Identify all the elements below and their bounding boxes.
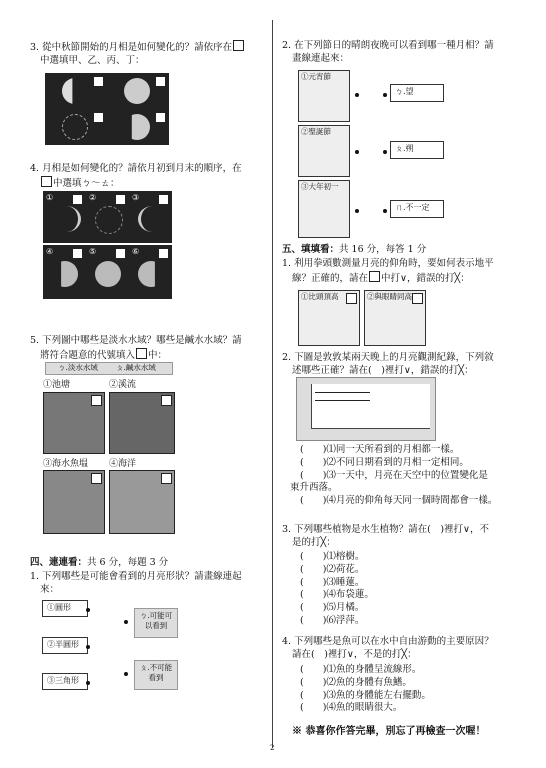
- connect-dot[interactable]: [383, 209, 387, 213]
- moon-phase-4: [43, 245, 86, 299]
- q5-number: 5.: [30, 335, 40, 346]
- q5-4-items: [300, 664, 520, 715]
- legend-fresh: ㄅ.淡水水域: [58, 363, 98, 372]
- section-4-title: 四、連連看：: [30, 557, 88, 568]
- label: ①: [46, 193, 54, 202]
- q4-1-text2: 來：: [40, 583, 60, 595]
- moon-photo-4: [107, 109, 169, 145]
- pic-caption: ①元宵節: [301, 72, 331, 81]
- legend-bar: [45, 362, 173, 375]
- answer-box[interactable]: [369, 271, 380, 282]
- moon-photo-1: [45, 73, 107, 109]
- answer-box[interactable]: [41, 176, 52, 187]
- answer-box[interactable]: [412, 293, 423, 304]
- q5-4-text: 下列哪些是魚可以在水中自由游動的主要原因？: [294, 636, 494, 647]
- lantern-festival-pic: [298, 70, 350, 122]
- question-5-3: [282, 524, 522, 550]
- section-4-score: 共 6 分，每題 3 分: [87, 557, 169, 568]
- pic-caption-pond: ①池塘: [43, 380, 71, 390]
- page-number: 2: [270, 744, 275, 752]
- answer-box[interactable]: [155, 76, 166, 87]
- q5-3-text: 下列哪些植物是水生植物？請在( )裡打∨，不: [294, 524, 489, 535]
- moon-icon: [138, 261, 164, 287]
- question-5-1: [282, 258, 522, 286]
- connect-dot[interactable]: [86, 681, 90, 685]
- shape-triangle: ③三角形: [42, 673, 88, 690]
- question-4-1: [30, 571, 260, 597]
- q4-1-text: 下列哪些是可能會看到的月亮形狀？請畫線連起: [42, 571, 242, 582]
- q4-2-text: 在下列節日的晴朗夜晚可以看到哪一種月相？請: [294, 40, 494, 51]
- fishfarm-photo: [43, 470, 105, 534]
- ocean-photo: [109, 470, 175, 534]
- q5-2-number: 2.: [282, 352, 292, 363]
- shape-circle: ①圓形: [42, 600, 88, 617]
- answer-box[interactable]: [93, 76, 104, 87]
- q5-3-item-6[interactable]: ( )⑹浮萍。: [300, 615, 365, 627]
- question-5-4: [282, 636, 522, 662]
- answer-box[interactable]: [72, 248, 83, 259]
- connect-dot[interactable]: [124, 620, 128, 624]
- q4-text: 月相是如何變化的？請依月初到月末的順序，在: [42, 163, 242, 174]
- label: ④: [46, 247, 54, 256]
- q4-number: 4.: [30, 163, 40, 174]
- pic-caption-stream: ②溪流: [109, 380, 137, 390]
- question-4-2: [282, 40, 512, 66]
- answer-box[interactable]: [158, 194, 169, 205]
- closing-message: ※ 恭喜你作答完畢，別忘了再檢查一次喔！: [292, 726, 486, 737]
- q5-4-item-1[interactable]: ( )⑴魚的身體呈流線形。: [300, 664, 422, 675]
- question-3: [30, 40, 260, 68]
- moon-icon: [52, 206, 81, 232]
- q4-text2: 中選填ㄅ～ㄊ：: [53, 177, 120, 189]
- answer-box[interactable]: [161, 473, 172, 484]
- q5-4-text2: 請在( )裡打∨，不是的打╳：: [292, 648, 417, 660]
- q5-2-item-3[interactable]: ( )⑶一天中，月亮在天空中的位置變化是: [300, 469, 488, 481]
- connect-dot[interactable]: [86, 608, 90, 612]
- connect-dot[interactable]: [124, 672, 128, 676]
- section-5-score: 共 16 分，每答 1 分: [339, 244, 427, 255]
- answer-box[interactable]: [115, 194, 126, 205]
- q5-3-text2: 是的打╳：: [292, 536, 336, 548]
- observation-chart: [296, 377, 436, 441]
- q3-text2: 中選填甲、乙、丙、丁：: [40, 54, 145, 66]
- christmas-pic: [298, 125, 350, 177]
- pic-caption: ①比頭頂高: [301, 292, 339, 301]
- question-5-2: [282, 352, 522, 378]
- section-5-header: [282, 244, 426, 257]
- connect-dot[interactable]: [355, 150, 359, 154]
- q5-2-item-2[interactable]: ( )⑵不同日期看到的月相一定相同。: [300, 456, 469, 468]
- answer-box[interactable]: [136, 348, 147, 359]
- answer-box[interactable]: [155, 112, 166, 123]
- moon-phase-6: [129, 245, 172, 299]
- connect-dot[interactable]: [355, 93, 359, 97]
- q5-3-item-1[interactable]: ( )⑴榕樹。: [300, 551, 365, 562]
- question-5: [30, 335, 260, 363]
- q4-2-number: 2.: [282, 40, 292, 51]
- q5-2-item-4[interactable]: ( )⑷月亮的仰角每天同一個時間都會一樣。: [300, 495, 498, 507]
- label: ⑥: [132, 247, 140, 256]
- moon-icon: [52, 261, 78, 287]
- q5-2-item-1[interactable]: ( )⑴同一天所看到的月相都一樣。: [300, 444, 460, 455]
- q5-4-number: 4.: [282, 636, 292, 647]
- answer-box[interactable]: [115, 248, 126, 259]
- column-divider: [272, 20, 273, 748]
- section-5-title: 五、填填看：: [282, 244, 340, 255]
- moon-photo-3: [45, 109, 107, 145]
- q5-3-item-2[interactable]: ( )⑵荷花。: [300, 563, 365, 575]
- q5-text: 下列圖中哪些是淡水水域？哪些是鹹水水域？請: [42, 335, 242, 346]
- q3-number: 3.: [30, 42, 40, 53]
- q5-2-text2: 述哪些正確？請在( )裡打∨，錯誤的打╳：: [292, 364, 474, 376]
- connect-dot[interactable]: [383, 93, 387, 97]
- section-4-header: [30, 557, 168, 570]
- moon-icon: [124, 78, 150, 104]
- moon-icon: [138, 206, 167, 232]
- moon-icon: [95, 206, 123, 234]
- pic-caption-ocean: ④海洋: [109, 459, 137, 469]
- q5-2-items: [290, 444, 524, 508]
- stream-photo: [109, 392, 175, 454]
- fist-eye-level-pic: [364, 290, 426, 346]
- option-full-moon: ㄅ.望: [390, 84, 444, 102]
- connect-dot[interactable]: [86, 645, 90, 649]
- moon-phase-5: [86, 245, 129, 299]
- pic-caption-fishfarm: ③海水魚塭: [43, 459, 89, 469]
- answer-box[interactable]: [161, 395, 172, 406]
- pic-caption: ③大年初一: [301, 182, 339, 191]
- q5-1-text: 利用拳頭數測量月亮的仰角時，要如何表示地平: [294, 258, 494, 269]
- legend-salt: ㄆ.鹹水水域: [116, 363, 156, 372]
- q3-text: 從中秋節開始的月相是如何變化的？請依序在: [42, 42, 233, 53]
- option-new-moon: ㄆ.朔: [390, 141, 444, 159]
- q5-1-text3: 中打∨，錯誤的打╳：: [381, 272, 470, 284]
- q5-2-text: 下圖是敦敦某兩天晚上的月亮觀測紀錄，下列敘: [294, 352, 494, 363]
- moon-icon: [95, 261, 121, 287]
- moon-photo-2: [107, 73, 169, 109]
- chart-plot-area: [311, 384, 430, 429]
- q5-text2: 將符合題意的代號填入: [40, 349, 136, 361]
- label: ②: [89, 193, 97, 202]
- q5-3-items: [300, 551, 520, 628]
- moon-phase-2: [86, 191, 129, 243]
- option-impossible: ㄆ.不可能看到: [134, 660, 178, 690]
- pond-photo: [43, 392, 105, 454]
- moon-icon: [62, 78, 88, 104]
- answer-box[interactable]: [91, 395, 102, 406]
- q5-3-item-4[interactable]: ( )⑷布袋蓮。: [300, 589, 374, 601]
- q5-3-item-5[interactable]: ( )⑸月橘。: [300, 602, 365, 614]
- answer-box[interactable]: [346, 293, 357, 304]
- connect-dot[interactable]: [355, 209, 359, 213]
- shape-half-circle: ②半圓形: [42, 637, 88, 654]
- q4-1-number: 1.: [30, 571, 40, 582]
- q5-4-item-4[interactable]: ( )⑷魚的眼睛很大。: [300, 702, 403, 714]
- moon-icon: [62, 114, 88, 140]
- answer-box[interactable]: [72, 194, 83, 205]
- q5-1-number: 1.: [282, 258, 292, 269]
- chart-line-2: [315, 400, 370, 401]
- option-uncertain: ㄇ.不一定: [390, 200, 444, 218]
- answer-box[interactable]: [233, 40, 244, 51]
- label: ⑤: [89, 247, 97, 256]
- q5-1-text2: 線？正確的，請在: [292, 272, 369, 284]
- answer-box[interactable]: [91, 473, 102, 484]
- q5-text3: 中：: [148, 349, 168, 361]
- q5-3-number: 3.: [282, 524, 292, 535]
- q5-2-item-3-cont: 東升西落。: [290, 482, 338, 494]
- option-possible: ㄅ.可能可以看到: [134, 608, 178, 638]
- moon-phase-1: [43, 191, 86, 243]
- label: ③: [132, 193, 140, 202]
- q5-3-item-3[interactable]: ( )⑶睡蓮。: [300, 576, 365, 588]
- answer-box[interactable]: [158, 248, 169, 259]
- question-4: [30, 163, 260, 191]
- pic-caption: ②與眼睛同高: [367, 292, 412, 301]
- answer-box[interactable]: [93, 112, 104, 123]
- new-year-pic: [298, 180, 350, 238]
- fist-above-head-pic: [298, 290, 360, 346]
- pic-caption: ②聖誕節: [301, 127, 331, 136]
- q5-4-item-2[interactable]: ( )⑵魚的身體有魚鰭。: [300, 676, 412, 688]
- moon-icon: [124, 114, 150, 140]
- chart-line-1: [315, 392, 370, 393]
- moon-phase-3: [129, 191, 172, 243]
- q5-4-item-3[interactable]: ( )⑶魚的身體能左右擺動。: [300, 689, 431, 701]
- connect-dot[interactable]: [383, 150, 387, 154]
- q4-2-text2: 畫線連起來：: [292, 52, 350, 64]
